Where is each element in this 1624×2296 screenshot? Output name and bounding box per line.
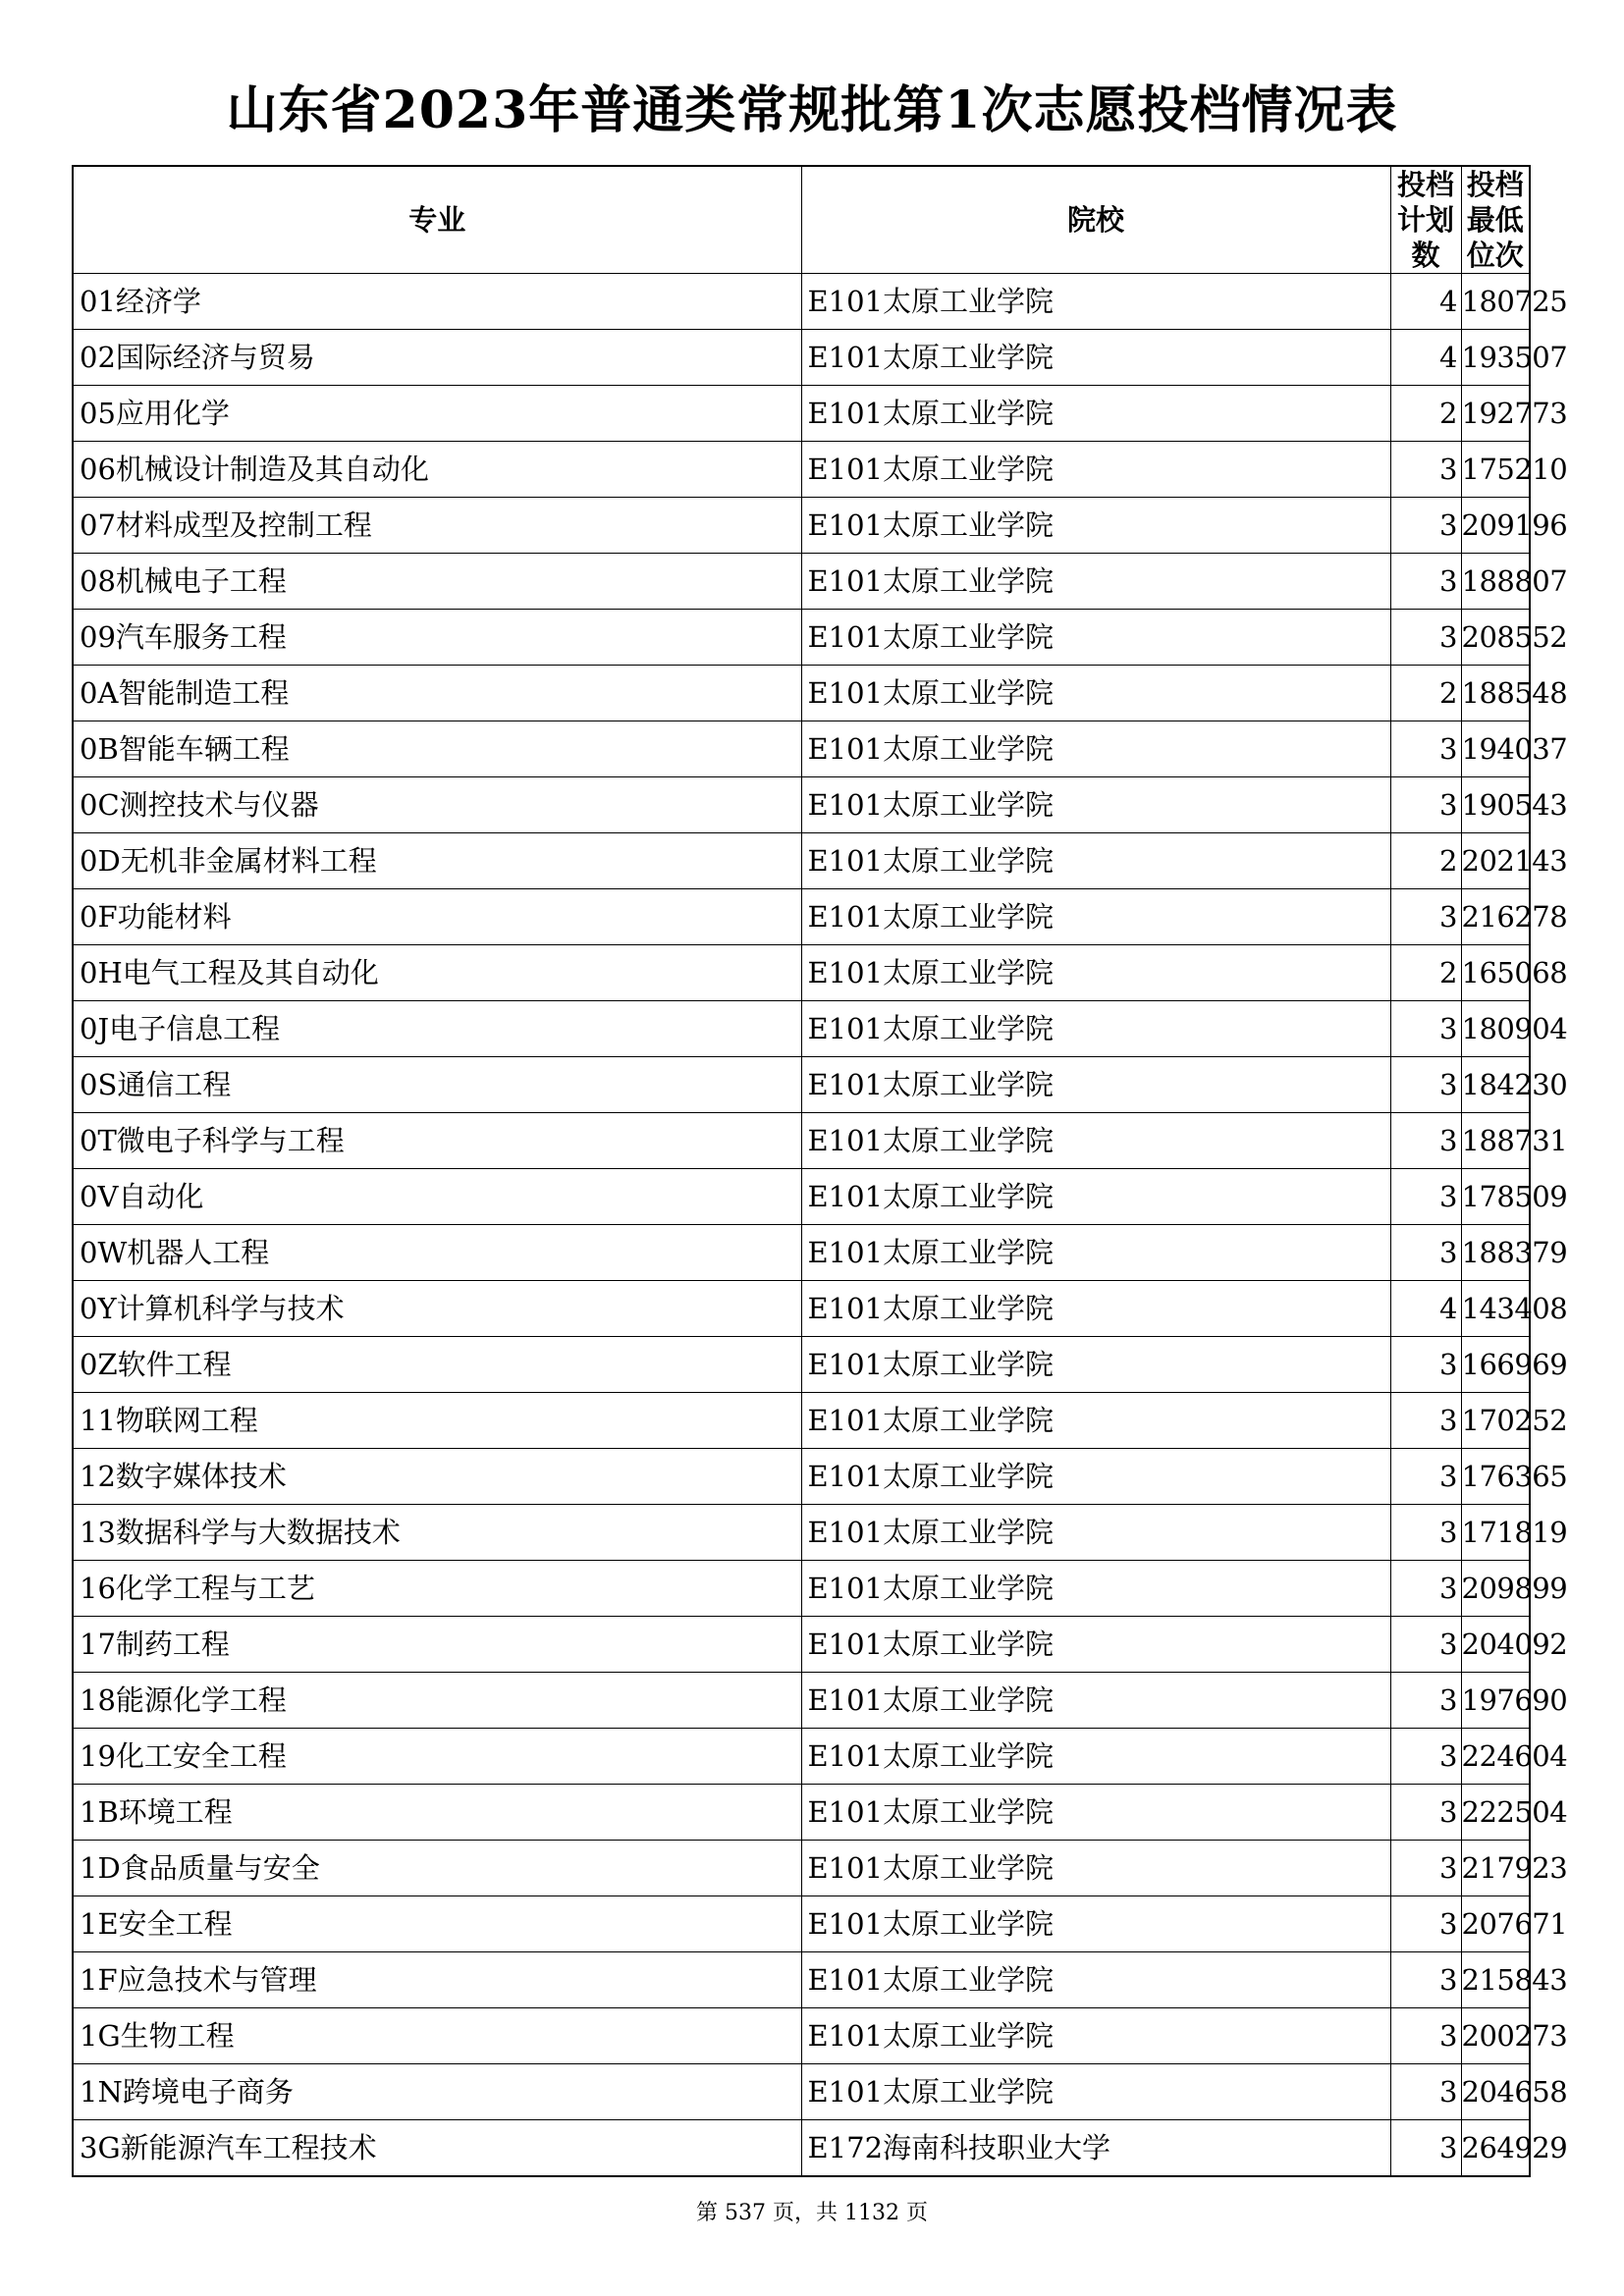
table-row <box>73 610 1530 666</box>
rank-cell: 194037 <box>1461 721 1530 777</box>
table-row <box>73 1896 1530 1952</box>
school-cell: E101太原工业学院 <box>801 442 1390 498</box>
plan-cell: 4 <box>1390 274 1461 330</box>
school-cell: E101太原工业学院 <box>801 1057 1390 1113</box>
table-body <box>73 274 1568 2177</box>
major-cell: 0S通信工程 <box>73 1057 801 1113</box>
school-cell: E101太原工业学院 <box>801 610 1390 666</box>
school-cell: E101太原工业学院 <box>801 1785 1390 1841</box>
table-row <box>73 1673 1530 1729</box>
major-cell: 0Y计算机科学与技术 <box>73 1281 801 1337</box>
table-row <box>73 721 1530 777</box>
major-cell: 3G新能源汽车工程技术 <box>73 2120 801 2177</box>
rank-cell: 222504 <box>1461 1785 1530 1841</box>
header-school: 院校 <box>801 166 1390 274</box>
school-cell: E101太原工业学院 <box>801 1169 1390 1225</box>
major-cell: 0V自动化 <box>73 1169 801 1225</box>
school-cell: E101太原工业学院 <box>801 1393 1390 1449</box>
plan-cell: 3 <box>1390 1561 1461 1617</box>
rank-cell: 188731 <box>1461 1113 1530 1169</box>
plan-cell: 2 <box>1390 386 1461 442</box>
school-cell: E101太原工业学院 <box>801 1449 1390 1505</box>
plan-cell: 3 <box>1390 1001 1461 1057</box>
major-cell: 19化工安全工程 <box>73 1729 801 1785</box>
table-row <box>73 666 1530 721</box>
school-cell: E101太原工业学院 <box>801 1617 1390 1673</box>
rank-cell: 204658 <box>1461 2064 1530 2120</box>
rank-cell: 204092 <box>1461 1617 1530 1673</box>
plan-cell: 3 <box>1390 889 1461 945</box>
rank-cell: 180725 <box>1461 274 1530 330</box>
page-number: 第 537 页，共 1132 页 <box>696 2201 928 2225</box>
school-cell: E101太原工业学院 <box>801 833 1390 889</box>
plan-cell: 3 <box>1390 1449 1461 1505</box>
table-row <box>73 1337 1530 1393</box>
plan-cell: 3 <box>1390 1729 1461 1785</box>
major-cell: 09汽车服务工程 <box>73 610 801 666</box>
rank-cell: 208552 <box>1461 610 1530 666</box>
plan-cell: 3 <box>1390 1896 1461 1952</box>
major-cell: 02国际经济与贸易 <box>73 330 801 386</box>
major-cell: 0H电气工程及其自动化 <box>73 945 801 1001</box>
major-cell: 0B智能车辆工程 <box>73 721 801 777</box>
school-cell: E101太原工业学院 <box>801 386 1390 442</box>
rank-cell: 171819 <box>1461 1505 1530 1561</box>
major-cell: 1D食品质量与安全 <box>73 1841 801 1896</box>
rank-cell: 209899 <box>1461 1561 1530 1617</box>
rank-cell: 188548 <box>1461 666 1530 721</box>
rank-cell: 197690 <box>1461 1673 1530 1729</box>
table-row <box>73 1449 1530 1505</box>
major-cell: 12数字媒体技术 <box>73 1449 801 1505</box>
school-cell: E101太原工业学院 <box>801 1896 1390 1952</box>
major-cell: 16化学工程与工艺 <box>73 1561 801 1617</box>
school-cell: E101太原工业学院 <box>801 554 1390 610</box>
rank-cell: 188807 <box>1461 554 1530 610</box>
rank-cell: 175210 <box>1461 442 1530 498</box>
plan-cell: 3 <box>1390 1673 1461 1729</box>
plan-cell: 3 <box>1390 1785 1461 1841</box>
plan-cell: 3 <box>1390 777 1461 833</box>
plan-cell: 3 <box>1390 1617 1461 1673</box>
school-cell: E101太原工业学院 <box>801 1281 1390 1337</box>
school-cell: E101太原工业学院 <box>801 1225 1390 1281</box>
rank-cell: 200273 <box>1461 2008 1530 2064</box>
school-cell: E101太原工业学院 <box>801 1505 1390 1561</box>
table-row <box>73 498 1530 554</box>
rank-cell: 217923 <box>1461 1841 1530 1896</box>
plan-cell: 3 <box>1390 1505 1461 1561</box>
school-cell: E101太原工业学院 <box>801 274 1390 330</box>
rank-cell: 192773 <box>1461 386 1530 442</box>
plan-cell: 4 <box>1390 1281 1461 1337</box>
major-cell: 0J电子信息工程 <box>73 1001 801 1057</box>
rank-cell: 264929 <box>1461 2120 1530 2177</box>
table-row <box>73 1057 1530 1113</box>
major-cell: 01经济学 <box>73 274 801 330</box>
table-row <box>73 1281 1530 1337</box>
school-cell: E101太原工业学院 <box>801 666 1390 721</box>
table-row <box>73 1505 1530 1561</box>
school-cell: E101太原工业学院 <box>801 777 1390 833</box>
rank-cell: 216278 <box>1461 889 1530 945</box>
header-plan: 投档计划数 <box>1390 166 1461 274</box>
plan-cell: 3 <box>1390 1057 1461 1113</box>
table-row <box>73 442 1530 498</box>
major-cell: 1G生物工程 <box>73 2008 801 2064</box>
major-cell: 1F应急技术与管理 <box>73 1952 801 2008</box>
plan-cell: 3 <box>1390 554 1461 610</box>
major-cell: 05应用化学 <box>73 386 801 442</box>
table-row <box>73 1952 1530 2008</box>
page-title: 山东省2023年普通类常规批第1次志愿投档情况表 <box>226 80 1398 140</box>
table-row <box>73 1561 1530 1617</box>
rank-cell: 190543 <box>1461 777 1530 833</box>
plan-cell: 3 <box>1390 1841 1461 1896</box>
major-cell: 08机械电子工程 <box>73 554 801 610</box>
plan-cell: 3 <box>1390 442 1461 498</box>
rank-cell: 180904 <box>1461 1001 1530 1057</box>
plan-cell: 3 <box>1390 2008 1461 2064</box>
major-cell: 0T微电子科学与工程 <box>73 1113 801 1169</box>
admission-table <box>72 165 1568 2177</box>
plan-cell: 3 <box>1390 1169 1461 1225</box>
table-row <box>73 1001 1530 1057</box>
table-row <box>73 1785 1530 1841</box>
plan-cell: 3 <box>1390 498 1461 554</box>
plan-cell: 2 <box>1390 833 1461 889</box>
rank-cell: 184230 <box>1461 1057 1530 1113</box>
table-row <box>73 1169 1530 1225</box>
plan-cell: 2 <box>1390 666 1461 721</box>
plan-cell: 3 <box>1390 1337 1461 1393</box>
rank-cell: 215843 <box>1461 1952 1530 2008</box>
school-cell: E101太原工业学院 <box>801 1952 1390 2008</box>
rank-cell: 209196 <box>1461 498 1530 554</box>
school-cell: E101太原工业学院 <box>801 1561 1390 1617</box>
plan-cell: 3 <box>1390 721 1461 777</box>
rank-cell: 165068 <box>1461 945 1530 1001</box>
header-rank: 投档最低位次 <box>1461 166 1530 274</box>
school-cell: E101太原工业学院 <box>801 498 1390 554</box>
major-cell: 0C测控技术与仪器 <box>73 777 801 833</box>
major-cell: 17制药工程 <box>73 1617 801 1673</box>
rank-cell: 178509 <box>1461 1169 1530 1225</box>
school-cell: E101太原工业学院 <box>801 1001 1390 1057</box>
table-row <box>73 274 1530 330</box>
table-row <box>73 2008 1530 2064</box>
table-row <box>73 1113 1530 1169</box>
major-cell: 0W机器人工程 <box>73 1225 801 1281</box>
school-cell: E101太原工业学院 <box>801 1337 1390 1393</box>
rank-cell: 143408 <box>1461 1281 1530 1337</box>
rank-cell: 166969 <box>1461 1337 1530 1393</box>
table-row <box>73 2064 1530 2120</box>
school-cell: E101太原工业学院 <box>801 2064 1390 2120</box>
rank-cell: 224604 <box>1461 1729 1530 1785</box>
major-cell: 0F功能材料 <box>73 889 801 945</box>
major-cell: 0Z软件工程 <box>73 1337 801 1393</box>
plan-cell: 3 <box>1390 1952 1461 2008</box>
table-row <box>73 1393 1530 1449</box>
major-cell: 07材料成型及控制工程 <box>73 498 801 554</box>
school-cell: E101太原工业学院 <box>801 721 1390 777</box>
rank-cell: 207671 <box>1461 1896 1530 1952</box>
table-row <box>73 386 1530 442</box>
table-row <box>73 777 1530 833</box>
table-row <box>73 554 1530 610</box>
rank-cell: 170252 <box>1461 1393 1530 1449</box>
major-cell: 0A智能制造工程 <box>73 666 801 721</box>
table-row <box>73 889 1530 945</box>
school-cell: E101太原工业学院 <box>801 1841 1390 1896</box>
table-row <box>73 833 1530 889</box>
plan-cell: 3 <box>1390 2064 1461 2120</box>
plan-cell: 3 <box>1390 1393 1461 1449</box>
plan-cell: 2 <box>1390 945 1461 1001</box>
table-row <box>73 1617 1530 1673</box>
school-cell: E101太原工业学院 <box>801 889 1390 945</box>
major-cell: 18能源化学工程 <box>73 1673 801 1729</box>
header-major: 专业 <box>73 166 801 274</box>
rank-cell: 193507 <box>1461 330 1530 386</box>
school-cell: E101太原工业学院 <box>801 330 1390 386</box>
major-cell: 1B环境工程 <box>73 1785 801 1841</box>
table-row <box>73 1225 1530 1281</box>
table-row <box>73 2120 1530 2177</box>
rank-cell: 202143 <box>1461 833 1530 889</box>
rank-cell: 188379 <box>1461 1225 1530 1281</box>
table-row <box>73 1841 1530 1896</box>
plan-cell: 3 <box>1390 1225 1461 1281</box>
plan-cell: 3 <box>1390 2120 1461 2177</box>
table-row <box>73 330 1530 386</box>
major-cell: 13数据科学与大数据技术 <box>73 1505 801 1561</box>
plan-cell: 3 <box>1390 610 1461 666</box>
school-cell: E101太原工业学院 <box>801 1673 1390 1729</box>
table-row <box>73 945 1530 1001</box>
major-cell: 0D无机非金属材料工程 <box>73 833 801 889</box>
school-cell: E172海南科技职业大学 <box>801 2120 1390 2177</box>
major-cell: 11物联网工程 <box>73 1393 801 1449</box>
plan-cell: 3 <box>1390 1113 1461 1169</box>
school-cell: E101太原工业学院 <box>801 945 1390 1001</box>
table-header-row <box>73 166 1530 274</box>
major-cell: 1E安全工程 <box>73 1896 801 1952</box>
plan-cell: 4 <box>1390 330 1461 386</box>
rank-cell: 176365 <box>1461 1449 1530 1505</box>
school-cell: E101太原工业学院 <box>801 1113 1390 1169</box>
major-cell: 1N跨境电子商务 <box>73 2064 801 2120</box>
school-cell: E101太原工业学院 <box>801 2008 1390 2064</box>
table-row <box>73 1729 1530 1785</box>
major-cell: 06机械设计制造及其自动化 <box>73 442 801 498</box>
school-cell: E101太原工业学院 <box>801 1729 1390 1785</box>
